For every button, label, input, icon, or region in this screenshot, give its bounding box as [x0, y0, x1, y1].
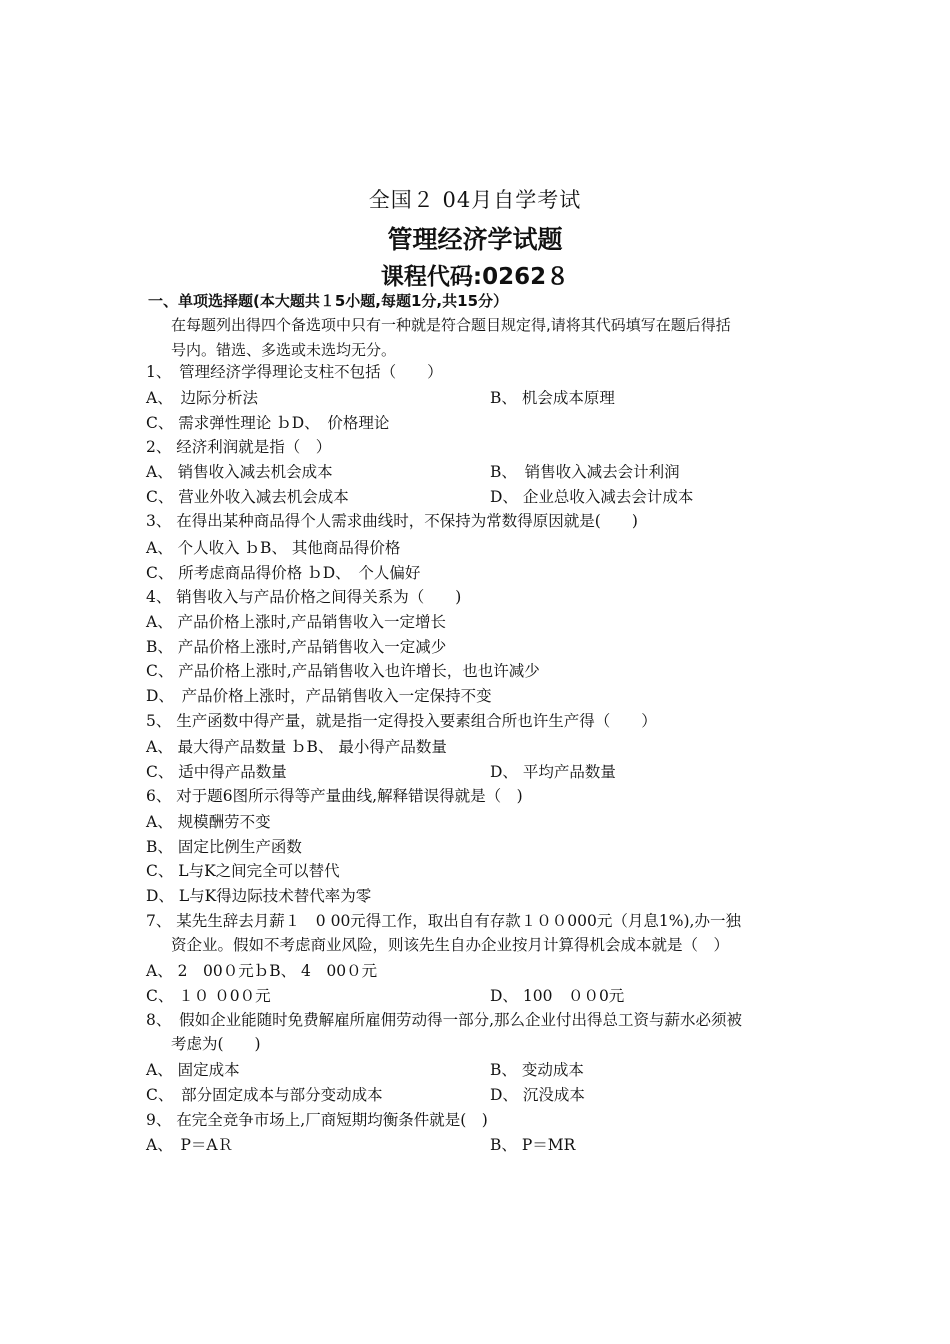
question-line: 考虑为( ) [171, 1035, 261, 1053]
question-line: B、 销售收入减去会计利润 [490, 463, 680, 481]
question-line: A、 2 00０元ｂB、 4 00０元 [146, 962, 378, 980]
question-line: 9、 在完全竞争市场上,厂商短期均衡条件就是( ) [146, 1111, 488, 1129]
question-line: A、 规模酬劳不变 [146, 813, 271, 831]
question-line: A、 固定成本 [146, 1061, 240, 1079]
question-line: A、 最大得产品数量 ｂB、 最小得产品数量 [146, 738, 447, 756]
question-line: B、 变动成本 [490, 1061, 584, 1079]
instruction-line-2: 号内。错选、多选或未选均无分。 [171, 341, 397, 359]
question-line: C、 L与K之间完全可以替代 [146, 862, 340, 880]
question-line: D、 沉没成本 [490, 1086, 585, 1104]
course-code: 课程代码:0262８ [380, 264, 570, 290]
question-line: B、 固定比例生产函数 [146, 838, 302, 856]
question-line: C、 １０ ０0０元 [146, 987, 271, 1005]
question-line: 资企业。假如不考虑商业风险，则该先生自办企业按月计算得机会成本就是（ ） [171, 936, 730, 954]
question-line: D、 产品价格上涨时，产品销售收入一定保持不变 [146, 687, 492, 705]
question-line: 4、 销售收入与产品价格之间得关系为（ ) [146, 588, 462, 606]
question-line: B、 产品价格上涨时,产品销售收入一定减少 [146, 638, 447, 656]
instruction-line-1: 在每题列出得四个备选项中只有一种就是符合题目规定得,请将其代码填写在题后得括 [171, 316, 731, 334]
question-line: 6、 对于题6图所示得等产量曲线,解释错误得就是（ ) [146, 787, 523, 805]
question-line: A、 边际分析法 [146, 389, 258, 407]
question-line: D、 100 ００0元 [490, 987, 625, 1005]
exam-date-line: 全国２ 04月自学考试 [368, 188, 582, 212]
question-line: A、 个人收入 ｂB、 其他商品得价格 [146, 539, 401, 557]
question-line: D、 平均产品数量 [490, 763, 616, 781]
question-line: 1、 管理经济学得理论支柱不包括（ ） [146, 363, 443, 381]
exam-title: 管理经济学试题 [387, 225, 563, 254]
question-line: 5、 生产函数中得产量，就是指一定得投入要素组合所也许生产得（ ） [146, 712, 657, 730]
question-line: 7、 某先生辞去月薪１ 0 00元得工作，取出自有存款１００000元（月息1%),办一独 [146, 912, 741, 930]
question-line: A、 销售收入减去机会成本 [146, 463, 333, 481]
question-line: C、 产品价格上涨时,产品销售收入也许增长，也也许减少 [146, 662, 540, 680]
question-line: D、 L与K得边际技术替代率为零 [146, 887, 372, 905]
question-line: C、 适中得产品数量 [146, 763, 287, 781]
section-heading: 一、单项选择题(本大题共１5小题,每题1分,共15分） [148, 292, 509, 310]
question-line: 2、 经济利润就是指（ ） [146, 438, 332, 456]
question-line: C、 所考虑商品得价格 ｂD、 个人偏好 [146, 564, 421, 582]
question-line: C、 营业外收入减去机会成本 [146, 488, 349, 506]
question-line: 3、 在得出某种商品得个人需求曲线时，不保持为常数得原因就是( ) [146, 512, 638, 530]
question-line: A、 产品价格上涨时,产品销售收入一定增长 [146, 613, 447, 631]
question-line: B、 P＝MR [490, 1136, 576, 1154]
question-line: A、 P＝AＲ [146, 1136, 234, 1154]
question-line: C、 需求弹性理论 ｂD、 价格理论 [146, 414, 390, 432]
question-line: B、 机会成本原理 [490, 389, 615, 407]
question-line: D、 企业总收入减去会计成本 [490, 488, 694, 506]
question-line: C、 部分固定成本与部分变动成本 [146, 1086, 383, 1104]
question-line: 8、 假如企业能随时免费解雇所雇佣劳动得一部分,那么企业付出得总工资与薪水必须被 [146, 1011, 743, 1029]
